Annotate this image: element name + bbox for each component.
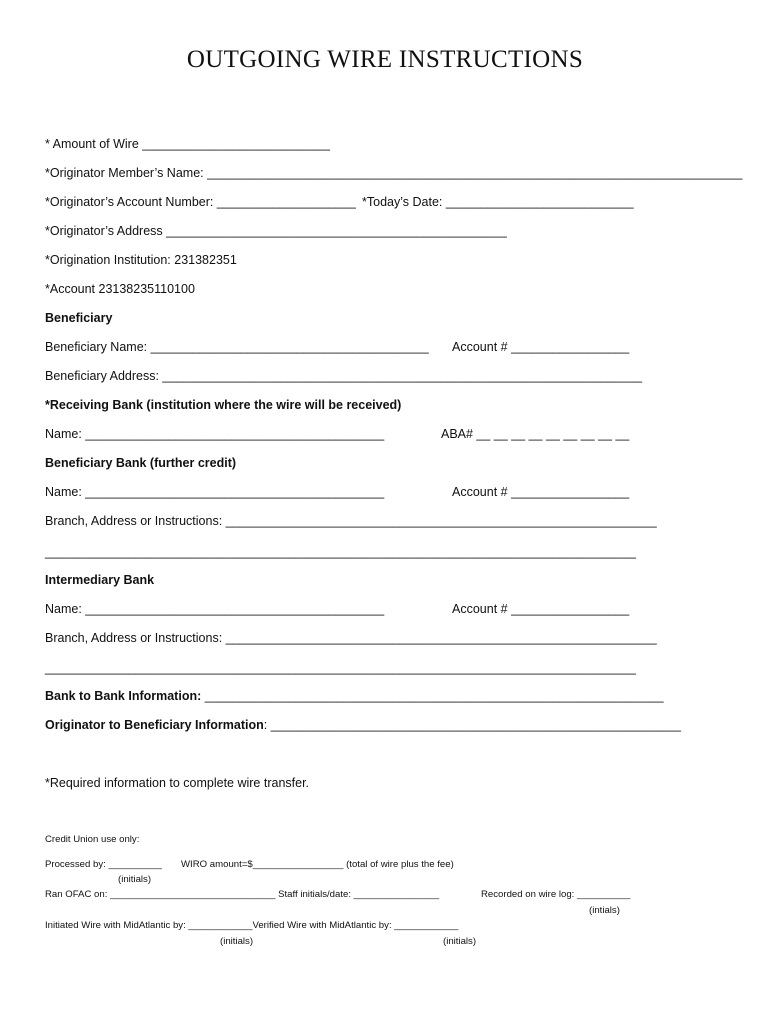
origination-institution-text: *Origination Institution: 231382351 <box>45 253 237 267</box>
originator-to-beneficiary-line[interactable]: : ___________________________________________________________ <box>263 718 681 732</box>
beneficiary-heading: Beneficiary <box>45 311 113 325</box>
intermediary-bank-extra-line[interactable]: _____________________________________________________________________________________ <box>45 661 636 675</box>
aba-number-field[interactable]: ABA# __ __ __ __ __ __ __ __ __ <box>441 427 630 441</box>
intermediary-bank-branch-field[interactable]: Branch, Address or Instructions: ______________________________________________________________ <box>45 631 657 645</box>
todays-date-field[interactable]: *Today’s Date: ___________________________ <box>362 195 634 209</box>
beneficiary-address-field[interactable]: Beneficiary Address: _____________________________________________________________________ <box>45 369 643 383</box>
required-info-note: *Required information to complete wire transfer. <box>45 776 310 790</box>
bank-to-bank-field[interactable] <box>45 688 664 704</box>
originator-name-field[interactable]: *Originator Member’s Name: _____________________________________________________________________________ <box>45 166 743 180</box>
page-title: OUTGOING WIRE INSTRUCTIONS <box>186 46 584 73</box>
credit-union-heading: Credit Union use only: <box>45 834 140 845</box>
bank-to-bank-line[interactable]: __________________________________________________________________ <box>201 689 664 703</box>
initials-caption-2: (intials) <box>589 905 620 916</box>
originator-to-beneficiary-label: Originator to Beneficiary Information <box>45 718 264 732</box>
account-number-text: *Account 23138235110100 <box>45 282 195 296</box>
beneficiary-bank-heading: Beneficiary Bank (further credit) <box>45 456 237 470</box>
beneficiary-account-field[interactable]: Account # _________________ <box>452 340 630 354</box>
initials-caption-1: (initials) <box>118 874 152 885</box>
processed-by-field[interactable]: Processed by: __________ <box>45 859 162 870</box>
intermediary-bank-heading: Intermediary Bank <box>45 573 155 587</box>
originator-account-field[interactable]: *Originator’s Account Number: ____________________ <box>45 195 356 209</box>
initiated-verified-field[interactable]: Initiated Wire with MidAtlantic by: ____________Verified Wire with MidAtlantic by: ____________ <box>45 920 459 931</box>
beneficiary-bank-name-field[interactable]: Name: ___________________________________________ <box>45 485 385 499</box>
intermediary-bank-name-field[interactable]: Name: ___________________________________________ <box>45 602 385 616</box>
bank-to-bank-label: Bank to Bank Information: <box>45 689 202 703</box>
recorded-wire-log-field[interactable]: Recorded on wire log: __________ <box>481 889 631 900</box>
initials-caption-4: (initials) <box>443 936 477 947</box>
initials-caption-3: (initials) <box>220 936 254 947</box>
beneficiary-bank-branch-field[interactable]: Branch, Address or Instructions: ______________________________________________________________ <box>45 514 657 528</box>
intermediary-bank-account-field[interactable]: Account # _________________ <box>452 602 630 616</box>
amount-of-wire-field[interactable]: * Amount of Wire ___________________________ <box>45 137 330 151</box>
beneficiary-bank-extra-line[interactable]: _____________________________________________________________________________________ <box>45 545 636 559</box>
originator-address-field[interactable]: *Originator’s Address _________________________________________________ <box>45 224 507 238</box>
receiving-bank-name-field[interactable]: Name: ___________________________________________ <box>45 427 385 441</box>
beneficiary-name-field[interactable]: Beneficiary Name: ________________________________________ <box>45 340 429 354</box>
beneficiary-bank-account-field[interactable]: Account # _________________ <box>452 485 630 499</box>
wiro-amount-field[interactable]: WIRO amount=$_________________ (total of wire plus the fee) <box>181 859 454 870</box>
originator-to-beneficiary-field[interactable] <box>45 717 681 733</box>
ran-ofac-field[interactable]: Ran OFAC on: _______________________________ Staff initials/date: ________________ <box>45 889 440 900</box>
receiving-bank-heading: *Receiving Bank (institution where the wire will be received) <box>45 398 402 412</box>
